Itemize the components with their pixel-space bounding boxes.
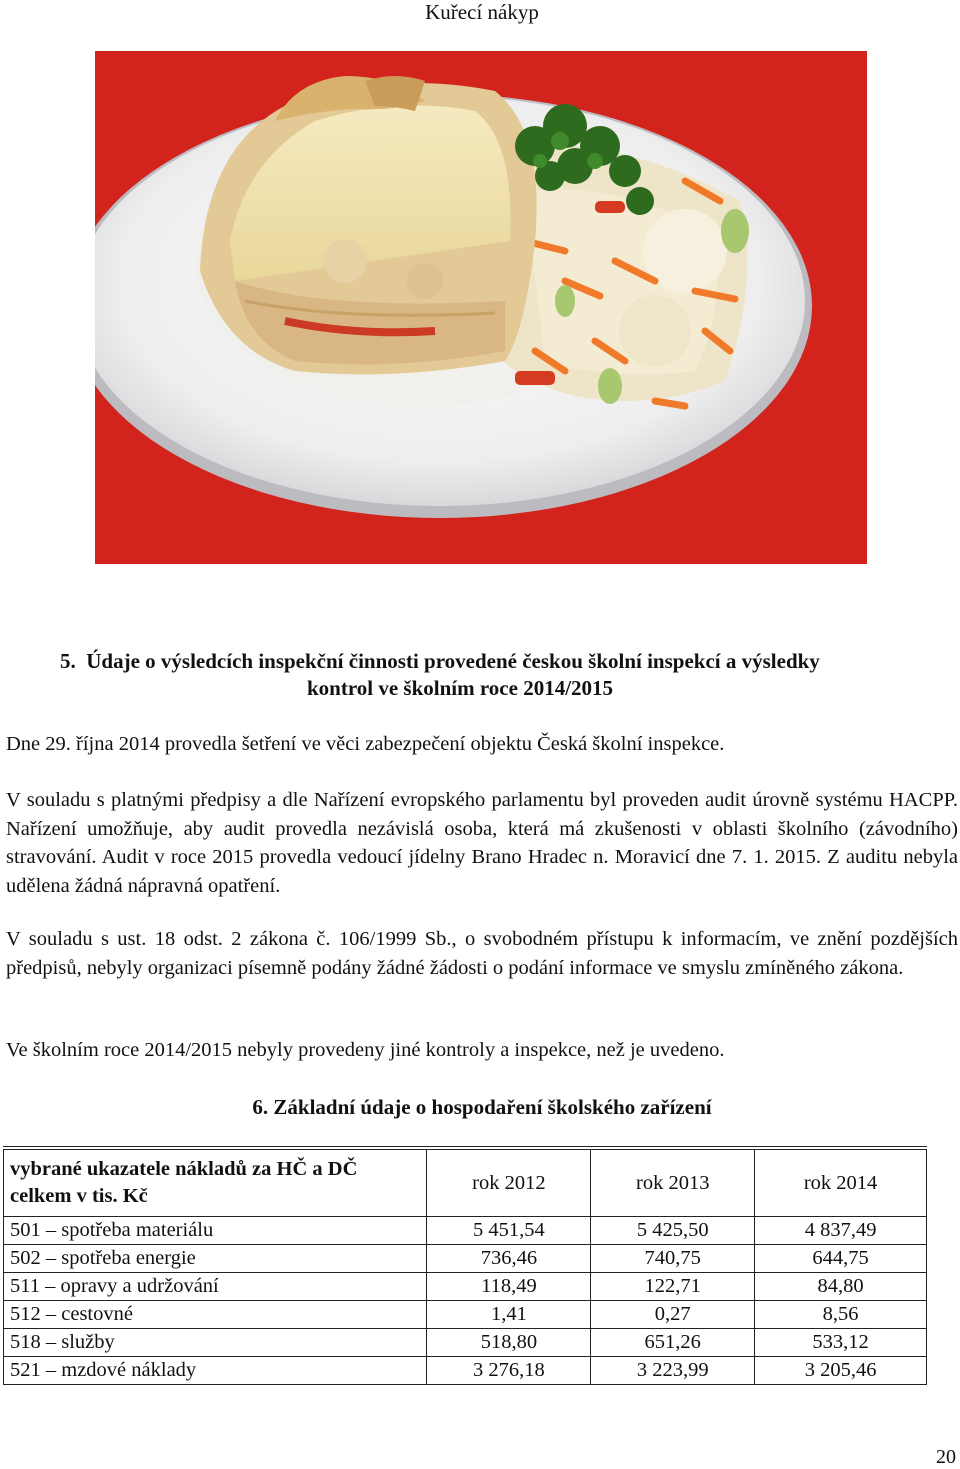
row-value: 5 425,50: [591, 1217, 755, 1245]
section-5-title-line1: Údaje o výsledcích inspekční činnosti provedené českou školní inspekcí a výsledky: [86, 649, 820, 673]
table-header-year-2012: rok 2012: [427, 1148, 591, 1217]
row-value: 5 451,54: [427, 1217, 591, 1245]
row-label: 512 – cestovné: [4, 1301, 427, 1329]
table-row: [4, 1301, 927, 1329]
paragraph-information-law: V souladu s ust. 18 odst. 2 zákona č. 106/1999 Sb., o svobodném přístupu k informacím, ve znění pozdějších předpisů, nebyly organizaci písemně podány žádné žádosti o podání informace ve smyslu zmíněného zákona.: [6, 928, 958, 979]
table-row: [4, 1273, 927, 1301]
row-value: 736,46: [427, 1245, 591, 1273]
row-label: 511 – opravy a udržování: [4, 1273, 427, 1301]
row-value: 644,75: [755, 1245, 927, 1273]
section-5-heading: [60, 648, 960, 702]
row-value: 1,41: [427, 1301, 591, 1329]
row-value: 4 837,49: [755, 1217, 927, 1245]
row-value: 533,12: [755, 1329, 927, 1357]
row-value: 518,80: [427, 1329, 591, 1357]
row-label: 501 – spotřeba materiálu: [4, 1217, 427, 1245]
row-value: 0,27: [591, 1301, 755, 1329]
table-header-year-2014: rok 2014: [755, 1148, 927, 1217]
section-5-title-line2: kontrol ve školním roce 2014/2015: [306, 676, 614, 700]
cost-table-wrapper: [3, 1146, 927, 1385]
row-value: 740,75: [591, 1245, 755, 1273]
table-row: [4, 1245, 927, 1273]
row-value: 84,80: [755, 1273, 927, 1301]
food-photo: [95, 51, 867, 564]
table-row: [4, 1217, 927, 1245]
row-label: 518 – služby: [4, 1329, 427, 1357]
row-value: 3 205,46: [755, 1357, 927, 1385]
row-value: 8,56: [755, 1301, 927, 1329]
paragraph-haccp-audit: V souladu s platnými předpisy a dle Nařízení evropského parlamentu byl proveden audit úrovně systému HACPP. Nařízení umožňuje, aby audit provedla nezávislá osoba, která má zkušenosti v oblasti školního (závodního) stravování. Audit v roce 2015 provedla vedoucí jídelny Brano Hradec n. Moravicí dne 7. 1. 2015. Z auditu nebyla udělena žádná nápravná opatření.: [6, 789, 958, 897]
row-label: 521 – mzdové náklady: [4, 1357, 427, 1385]
table-row: [4, 1329, 927, 1357]
table-header-row: [4, 1148, 927, 1217]
row-value: 651,26: [591, 1329, 755, 1357]
row-value: 3 223,99: [591, 1357, 755, 1385]
header-label-line1: vybrané ukazatele nákladů za HČ a DČ: [10, 1158, 358, 1180]
row-value: 122,71: [591, 1273, 755, 1301]
paragraph-no-other-controls: Ve školním roce 2014/2015 nebyly provedeny jiné kontroly a inspekce, než je uvedeno.: [6, 1039, 725, 1061]
row-value: 118,49: [427, 1273, 591, 1301]
paragraph-inspection: Dne 29. října 2014 provedla šetření ve věci zabezpečení objektu Česká školní inspekce.: [6, 733, 725, 755]
section-5-number: 5.: [60, 649, 76, 673]
table-header-label: [4, 1148, 427, 1217]
table-header-year-2013: rok 2013: [591, 1148, 755, 1217]
header-label-line2: celkem v tis. Kč: [10, 1185, 148, 1207]
page-number: 20: [936, 1446, 956, 1468]
cost-indicators-table: [3, 1146, 927, 1385]
photo-caption: Kuřecí nákyp: [425, 0, 539, 24]
row-label: 502 – spotřeba energie: [4, 1245, 427, 1273]
row-value: 3 276,18: [427, 1357, 591, 1385]
section-6-heading: 6. Základní údaje o hospodaření školského zařízení: [252, 1095, 712, 1119]
table-row: [4, 1357, 927, 1385]
